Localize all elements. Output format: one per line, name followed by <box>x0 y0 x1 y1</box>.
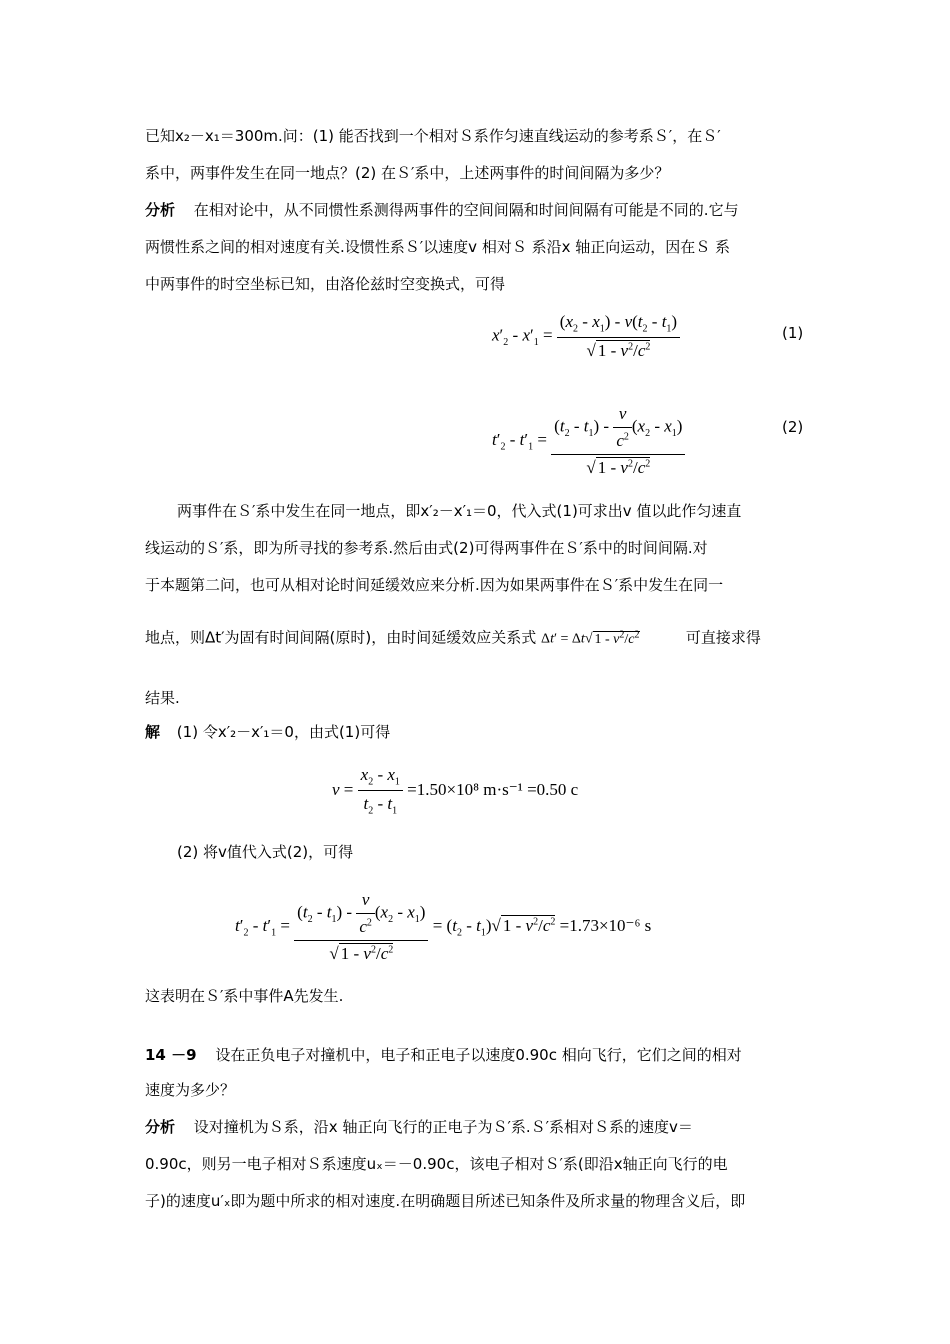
text-line: 系中，两事件发生在同一地点？(2) 在Ｓ′系中，上述两事件的时间间隔为多少？ <box>145 164 670 182</box>
text-line: 结果. <box>145 689 180 707</box>
inline-formula: Δt′ = Δt√ $1 - v^2/c^2$ <box>541 629 640 647</box>
text-line: 两事件在Ｓ′系中发生在同一地点，即x′₂－x′₁＝0，代入式(1)可求出v 值以此作匀速直 <box>177 502 742 520</box>
text-line: 两惯性系之间的相对速度有关.设惯性系Ｓ′以速度v 相对Ｓ 系沿x 轴正向运动，因在Ｓ 系 <box>145 238 731 256</box>
equation-number: (1) <box>782 324 804 342</box>
text-line-with-formula <box>145 625 810 650</box>
text-line: (2) 将v值代入式(2)，可得 <box>177 843 354 861</box>
text-line: 0.90c，则另一电子相对Ｓ系速度uₓ＝－0.90c，该电子相对Ｓ′系(即沿x轴正向飞行的电 <box>145 1155 728 1173</box>
solution-paragraph <box>145 722 810 742</box>
equation-4: $t'_2 - t'_1$ = $(t_2 - t_1)$ - $\frac{v}{c^2}$ $(x_2 - x_1)$ √ $1 - v^2/c^2$ = $(t_2 - t_1)√$ $1 - v^2/c^2 =1.73\times 10^{-6}$ s <box>235 890 652 963</box>
analysis-label: 分析 <box>145 1118 176 1136</box>
equation-3: v = $\frac{x_2 - x_1}{t_2 - t_1}$ =1.50×10⁸ m·s⁻¹ =0.50 c <box>332 765 579 817</box>
analysis-paragraph <box>145 200 810 220</box>
text-line: 设对撞机为Ｓ系，沿x 轴正向飞行的正电子为Ｓ′系.Ｓ′系相对Ｓ系的速度v＝ <box>193 1118 693 1136</box>
equation-2-fraction: $(t_2 - t_1)$ - $\frac{v}{c^2}$ $(x_2 - x_1)$ √ $1 - v^2/c^2$ <box>551 404 685 478</box>
text-segment: 地点，则Δt′为固有时间间隔(原时)，由时间延缓效应关系式 <box>145 628 537 647</box>
text-line: 中两事件的时空坐标已知，由洛伦兹时空变换式，可得 <box>145 275 506 293</box>
text-line: 速度为多少？ <box>145 1081 236 1099</box>
equation-4-result: =1.73×10⁻⁶ s <box>559 915 652 935</box>
equation-3-result: =1.50×10⁸ m·s⁻¹ =0.50 c <box>407 779 579 799</box>
equation-4-fraction: $(t_2 - t_1)$ - $\frac{v}{c^2}$ $(x_2 - x_1)$ √ $1 - v^2/c^2$ <box>294 890 428 964</box>
equation-2: $t'_2 - t'_1$ = $(t_2 - t_1)$ - $\frac{v}{c^2}$ $(x_2 - x_1)$ √ $1 - v^2/c^2$ <box>492 404 685 478</box>
text-line: 在相对论中，从不同惯性系测得两事件的空间间隔和时间间隔有可能是不同的.它与 <box>193 201 739 219</box>
text-line: (1) 令x′₂－x′₁＝0，由式(1)可得 <box>176 723 391 741</box>
text-line: 线运动的Ｓ′系，即为所寻找的参考系.然后由式(2)可得两事件在Ｓ′系中的时间间隔.对 <box>145 539 708 557</box>
analysis-label: 分析 <box>145 201 176 219</box>
problem-number: 14 －9 <box>145 1046 197 1064</box>
equation-1-fraction: $\frac{(x_2 - x_1) - v(t_2 - t_1)}{√ 1 - v^2/c^2}$ <box>557 312 680 361</box>
equation-1: $x'_2 - x'_1$ = $\frac{(x_2 - x_1) - v(t_2 - t_1)}{√ 1 - v^2/c^2}$ <box>492 312 680 361</box>
text-line: 已知x₂－x₁＝300m.问：(1) 能否找到一个相对Ｓ系作匀速直线运动的参考系Ｓ′，在Ｓ′ <box>145 127 721 145</box>
analysis-paragraph <box>145 1117 810 1137</box>
text-line: 子)的速度u′ₓ即为题中所求的相对速度.在明确题目所述已知条件及所求量的物理含义后，即 <box>145 1192 746 1210</box>
text-line: 这表明在Ｓ′系中事件A先发生. <box>145 987 344 1005</box>
text-segment: 可直接求得 <box>685 628 761 647</box>
problem-paragraph <box>145 1045 810 1065</box>
equation-3-fraction: $\frac{x_2 - x_1}{t_2 - t_1}$ <box>358 765 403 817</box>
text-line: 设在正负电子对撞机中，电子和正电子以速度0.90c 相向飞行，它们之间的相对 <box>215 1046 742 1064</box>
equation-number: (2) <box>782 418 804 436</box>
text-line: 于本题第二问，也可从相对论时间延缓效应来分析.因为如果两事件在Ｓ′系中发生在同一 <box>145 576 724 594</box>
solution-label: 解 <box>145 723 161 741</box>
